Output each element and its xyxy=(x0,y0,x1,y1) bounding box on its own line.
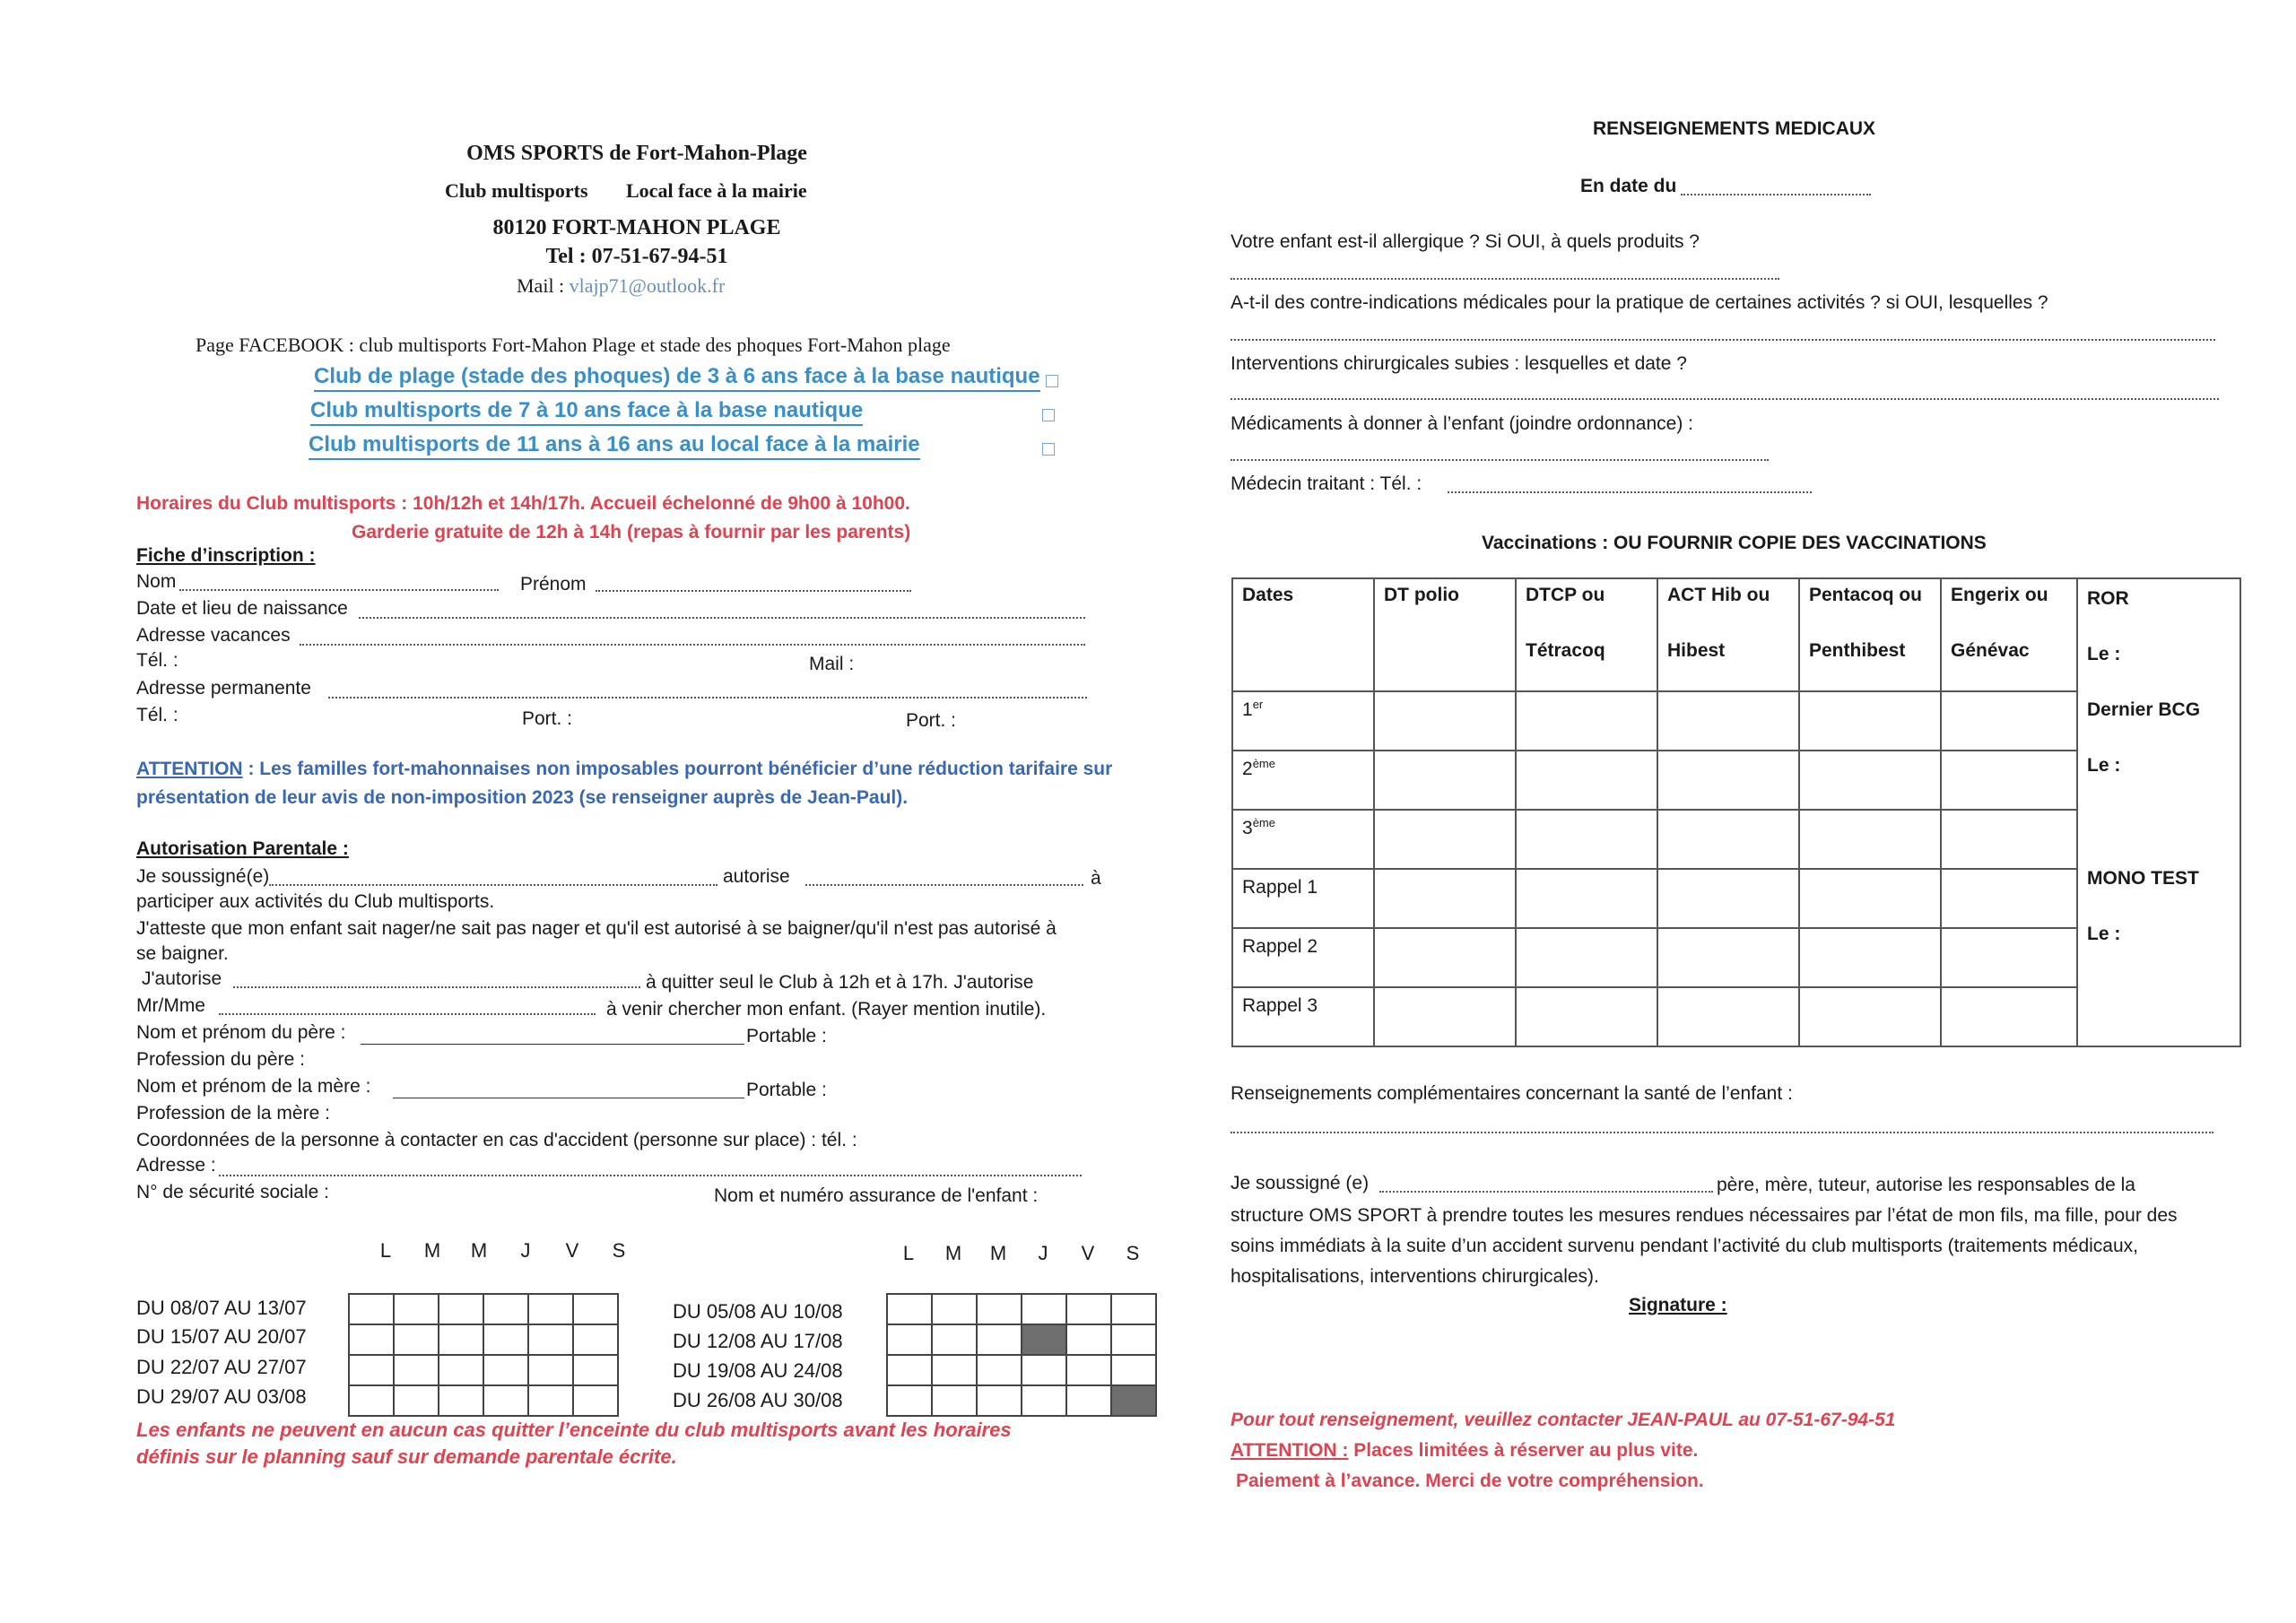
auth-line1-end: à xyxy=(1091,868,1101,889)
club-label: Club multisports xyxy=(445,179,588,202)
week-row xyxy=(349,1385,618,1416)
day-cell[interactable] xyxy=(483,1355,528,1385)
vaccine-cell[interactable] xyxy=(1799,869,1941,928)
vaccine-cell[interactable] xyxy=(1374,751,1516,810)
day-cell[interactable] xyxy=(573,1294,618,1324)
day-cell[interactable] xyxy=(349,1294,394,1324)
day-cell-closed xyxy=(1111,1385,1156,1416)
day-cell[interactable] xyxy=(439,1294,483,1324)
planning-grid-august xyxy=(886,1293,1157,1417)
emergency-contact-label: Coordonnées de la personne à contacter en cas d'accident (personne sur place) : tél. : xyxy=(136,1130,857,1150)
auth-name-field[interactable] xyxy=(269,884,718,886)
vaccine-cell[interactable] xyxy=(1657,751,1799,810)
header-engerix: Engerix ou Génévac xyxy=(1941,578,2077,691)
auth-line1-start: Je soussigné(e) xyxy=(136,866,270,887)
tel2-label: Tél. : xyxy=(136,705,178,725)
contraindication-field[interactable] xyxy=(1231,339,2215,341)
header-act-hib: ACT Hib ou Hibest xyxy=(1657,578,1799,691)
day-cell[interactable] xyxy=(1066,1355,1111,1385)
week-label: DU 19/08 AU 24/08 xyxy=(673,1359,843,1382)
day-cell[interactable] xyxy=(932,1324,977,1355)
row-label: Rappel 3 xyxy=(1232,987,1374,1046)
local-label: Local face à la mairie xyxy=(626,179,807,202)
day-cell[interactable] xyxy=(1111,1324,1156,1355)
row-label: Rappel 2 xyxy=(1232,928,1374,987)
mail-label: Mail : xyxy=(517,274,565,297)
org-title: OMS SPORTS de Fort-Mahon-Plage xyxy=(466,142,807,165)
vaccine-cell[interactable] xyxy=(1657,928,1799,987)
consent-name-field[interactable] xyxy=(1379,1191,1713,1193)
option-multisports-7-10: Club multisports de 7 à 10 ans face à la base nautique xyxy=(310,398,863,426)
day-cell[interactable] xyxy=(573,1385,618,1416)
row-label: Rappel 1 xyxy=(1232,869,1374,928)
port1-label: Port. : xyxy=(522,708,573,729)
permanent-address-label: Adresse permanente xyxy=(136,678,311,699)
contact-line: Pour tout renseignement, veuillez contacter JEAN-PAUL au 07-51-67-94-51 xyxy=(1231,1410,1896,1430)
allergy-question: Votre enfant est-il allergique ? Si OUI, à quels produits ? xyxy=(1231,231,1700,252)
surgery-field[interactable] xyxy=(1231,398,2219,400)
day-cell[interactable] xyxy=(439,1385,483,1416)
header-pentacoq: Pentacoq ou Penthibest xyxy=(1799,578,1941,691)
daycare-line: Garderie gratuite de 12h à 14h (repas à fournir par les parents) xyxy=(352,522,911,542)
vaccine-cell[interactable] xyxy=(1941,810,2077,869)
consent-line1-start: Je soussigné (e) xyxy=(1231,1173,1370,1193)
vaccine-cell[interactable] xyxy=(1941,928,2077,987)
right-attention-label: ATTENTION : xyxy=(1231,1440,1349,1461)
mother-mobile-label: Portable : xyxy=(746,1080,827,1100)
week-label: DU 22/07 AU 27/07 xyxy=(136,1356,307,1378)
row-label: 2ème xyxy=(1232,751,1374,810)
day-cell[interactable] xyxy=(887,1355,932,1385)
option-multisports-11-16-checkbox[interactable] xyxy=(1042,443,1055,456)
week-label: DU 26/08 AU 30/08 xyxy=(673,1389,843,1411)
ror-column xyxy=(2077,578,2240,1046)
vaccine-cell[interactable] xyxy=(1657,869,1799,928)
attention-label: ATTENTION xyxy=(136,759,243,779)
option-beach-club: Club de plage (stade des phoques) de 3 à 6 ans face à la base nautique xyxy=(314,364,1040,392)
days-header-right: L M M J V S xyxy=(902,1242,1140,1264)
auth-leave-field[interactable] xyxy=(233,986,640,988)
consent-line2: structure OMS SPORT à prendre toutes les mesures rendues nécessaires par l’état de mon fils, ma fille, pour des xyxy=(1231,1205,2178,1226)
date-field[interactable] xyxy=(1681,194,1871,195)
doctor-field[interactable] xyxy=(1448,491,1812,493)
option-multisports-11-16: Club multisports de 11 ans à 16 ans au local face à la mairie xyxy=(309,432,920,460)
phone-line: Tel : 07-51-67-94-51 xyxy=(545,245,728,268)
holiday-address-label: Adresse vacances xyxy=(136,625,291,646)
day-cell[interactable] xyxy=(394,1294,439,1324)
contraindication-question: A-t-il des contre-indications médicales pour la pratique de certaines activités ? si OUI, lesquelles ? xyxy=(1231,292,2048,313)
week-row xyxy=(349,1355,618,1385)
day-cell[interactable] xyxy=(887,1385,932,1416)
vaccine-cell[interactable] xyxy=(1374,869,1516,928)
vaccine-cell[interactable] xyxy=(1799,810,1941,869)
day-cell[interactable] xyxy=(439,1355,483,1385)
week-row xyxy=(887,1294,1156,1324)
vaccine-cell[interactable] xyxy=(1374,691,1516,751)
bcg-date-label: Le : xyxy=(2087,755,2121,776)
vaccine-cell[interactable] xyxy=(1516,928,1657,987)
permanent-address-field[interactable] xyxy=(328,697,1087,699)
day-cell[interactable] xyxy=(394,1385,439,1416)
option-beach-club-checkbox[interactable] xyxy=(1046,375,1058,387)
social-security-label: N° de sécurité sociale : xyxy=(136,1182,329,1202)
father-mobile-label: Portable : xyxy=(746,1026,827,1046)
auth-pickup-field[interactable] xyxy=(219,1013,596,1015)
day-cell[interactable] xyxy=(977,1294,1022,1324)
attention-line2: présentation de leur avis de non-imposition 2023 (se renseigner auprès de Jean-Paul). xyxy=(136,787,909,808)
vaccine-cell[interactable] xyxy=(1799,751,1941,810)
emergency-address-field[interactable] xyxy=(219,1175,1082,1176)
row-label: 3ème xyxy=(1232,810,1374,869)
vaccine-cell[interactable] xyxy=(1799,987,1941,1046)
planning-grid-july xyxy=(348,1293,619,1417)
warning-line2: définis sur le planning sauf sur demande parentale écrite. xyxy=(136,1445,677,1468)
vaccine-cell[interactable] xyxy=(1657,691,1799,751)
day-cell[interactable] xyxy=(977,1355,1022,1385)
mother-job-label: Profession de la mère : xyxy=(136,1103,330,1124)
port2-label: Port. : xyxy=(906,710,957,731)
limited-places-line: ATTENTION : Places limitées à réserver au plus vite. xyxy=(1231,1440,1699,1461)
prenom-field[interactable] xyxy=(596,590,911,592)
day-cell[interactable] xyxy=(1066,1324,1111,1355)
vaccine-cell[interactable] xyxy=(1516,869,1657,928)
day-cell[interactable] xyxy=(528,1385,573,1416)
vaccination-table xyxy=(1231,577,2241,1047)
surgery-question: Interventions chirurgicales subies : lesquelles et date ? xyxy=(1231,353,1687,374)
vaccine-cell[interactable] xyxy=(1516,691,1657,751)
day-cell[interactable] xyxy=(887,1294,932,1324)
day-cell[interactable] xyxy=(528,1294,573,1324)
week-label: DU 08/07 AU 13/07 xyxy=(136,1297,307,1319)
option-multisports-7-10-checkbox[interactable] xyxy=(1042,409,1055,421)
header-dates: Dates xyxy=(1232,578,1374,691)
date-label: En date du xyxy=(1580,176,1677,196)
header-dt-polio: DT polio xyxy=(1374,578,1516,691)
father-field[interactable] xyxy=(361,1044,744,1045)
week-row xyxy=(349,1324,618,1355)
days-header-left: L M M J V S xyxy=(379,1239,626,1262)
day-cell[interactable] xyxy=(1111,1355,1156,1385)
bcg-label: Dernier BCG xyxy=(2087,699,2201,720)
vaccine-cell[interactable] xyxy=(1374,987,1516,1046)
day-cell[interactable] xyxy=(349,1324,394,1355)
vaccination-header-row xyxy=(1232,578,2240,691)
holiday-address-field[interactable] xyxy=(300,644,1085,646)
warning-line1: Les enfants ne peuvent en aucun cas quitter l’enceinte du club multisports avant les horaires xyxy=(136,1419,1012,1441)
consent-line1-end: père, mère, tuteur, autorise les responsables de la xyxy=(1717,1175,2135,1195)
day-cell[interactable] xyxy=(932,1355,977,1385)
day-cell[interactable] xyxy=(573,1324,618,1355)
mono-test-date-label: Le : xyxy=(2087,924,2121,944)
day-cell[interactable] xyxy=(349,1385,394,1416)
attention-line1: ATTENTION : Les familles fort-mahonnaises non imposables pourront bénéficier d’une réduction tarifaire sur xyxy=(136,759,1113,779)
vaccine-cell[interactable] xyxy=(1516,810,1657,869)
signature-label: Signature : xyxy=(1629,1295,1727,1315)
vaccine-cell[interactable] xyxy=(1374,928,1516,987)
medication-field[interactable] xyxy=(1231,459,1769,461)
day-cell[interactable] xyxy=(1022,1294,1066,1324)
day-cell[interactable] xyxy=(528,1355,573,1385)
vaccine-cell[interactable] xyxy=(1516,987,1657,1046)
day-cell[interactable] xyxy=(1022,1355,1066,1385)
day-cell[interactable] xyxy=(932,1385,977,1416)
address-line: 80120 FORT-MAHON PLAGE xyxy=(492,216,781,239)
day-cell[interactable] xyxy=(394,1324,439,1355)
payment-line: Paiement à l’avance. Merci de votre compréhension. xyxy=(1236,1471,1704,1491)
ror-label: ROR xyxy=(2087,588,2129,609)
vaccine-cell[interactable] xyxy=(1657,987,1799,1046)
facebook-line: Page FACEBOOK : club multisports Fort-Mahon Plage et stade des phoques Fort-Mahon plage xyxy=(196,334,951,356)
day-cell[interactable] xyxy=(932,1294,977,1324)
week-label: DU 15/07 AU 20/07 xyxy=(136,1325,307,1348)
father-job-label: Profession du père : xyxy=(136,1049,305,1070)
day-cell[interactable] xyxy=(439,1324,483,1355)
father-label: Nom et prénom du père : xyxy=(136,1022,346,1043)
vaccine-cell[interactable] xyxy=(1374,810,1516,869)
week-row xyxy=(887,1355,1156,1385)
auth-line6-end: à venir chercher mon enfant. (Rayer mention inutile). xyxy=(606,999,1047,1020)
day-cell[interactable] xyxy=(1066,1385,1111,1416)
week-row xyxy=(887,1385,1156,1416)
complementary-info-field[interactable] xyxy=(1231,1132,2213,1133)
mail-link[interactable]: vlajp71@outlook.fr xyxy=(569,274,726,297)
header-dtcp: DTCP ou Tétracoq xyxy=(1516,578,1657,691)
vaccine-cell[interactable] xyxy=(1657,810,1799,869)
day-cell[interactable] xyxy=(1111,1294,1156,1324)
vaccine-cell[interactable] xyxy=(1941,987,2077,1046)
day-cell[interactable] xyxy=(1066,1294,1111,1324)
vaccine-cell[interactable] xyxy=(1941,691,2077,751)
week-label: DU 29/07 AU 03/08 xyxy=(136,1385,307,1408)
consent-line3: soins immédiats à la suite d’un accident survenu pendant l’activité du club multisports (traitements médicaux, xyxy=(1231,1236,2138,1256)
parental-auth-title: Autorisation Parentale : xyxy=(136,838,349,859)
ror-date-label: Le : xyxy=(2087,644,2121,664)
vaccine-cell[interactable] xyxy=(1799,691,1941,751)
auth-line4: se baigner. xyxy=(136,943,229,964)
day-cell[interactable] xyxy=(977,1385,1022,1416)
week-row xyxy=(887,1324,1156,1355)
prenom-label: Prénom xyxy=(520,574,587,595)
week-label: DU 05/08 AU 10/08 xyxy=(673,1300,843,1323)
week-label: DU 12/08 AU 17/08 xyxy=(673,1330,843,1352)
auth-line2: participer aux activités du Club multisports. xyxy=(136,891,495,912)
emergency-address-label: Adresse : xyxy=(136,1155,216,1176)
hours-line: Horaires du Club multisports : 10h/12h et 14h/17h. Accueil échelonné de 9h00 à 10h00. xyxy=(136,493,910,514)
medical-title: RENSEIGNEMENTS MEDICAUX xyxy=(1593,118,1876,139)
nom-label: Nom xyxy=(136,571,177,592)
insurance-label: Nom et numéro assurance de l'enfant : xyxy=(714,1185,1039,1206)
day-cell-closed xyxy=(1022,1324,1066,1355)
vaccine-cell[interactable] xyxy=(1941,869,2077,928)
day-cell[interactable] xyxy=(573,1355,618,1385)
auth-child-field[interactable] xyxy=(805,884,1083,886)
row-label: 1er xyxy=(1232,691,1374,751)
auth-line5-start: J'autorise xyxy=(142,968,222,989)
vaccine-cell[interactable] xyxy=(1516,751,1657,810)
registration-title: Fiche d’inscription : xyxy=(136,545,316,566)
mail-line xyxy=(517,274,725,298)
day-cell[interactable] xyxy=(887,1324,932,1355)
auth-line5-end: à quitter seul le Club à 12h et à 17h. J'autorise xyxy=(646,972,1034,993)
day-cell[interactable] xyxy=(349,1355,394,1385)
mono-test-label: MONO TEST xyxy=(2087,868,2199,889)
day-cell[interactable] xyxy=(483,1294,528,1324)
birth-label: Date et lieu de naissance xyxy=(136,598,348,619)
tel-label: Tél. : xyxy=(136,650,178,671)
complementary-info-label: Renseignements complémentaires concernant la santé de l’enfant : xyxy=(1231,1083,1793,1104)
nom-field[interactable] xyxy=(179,589,499,591)
week-row xyxy=(349,1294,618,1324)
allergy-field[interactable] xyxy=(1231,278,1779,280)
day-cell[interactable] xyxy=(528,1324,573,1355)
doctor-label: Médecin traitant : Tél. : xyxy=(1231,473,1422,494)
consent-line4: hospitalisations, interventions chirurgicales). xyxy=(1231,1266,1599,1287)
vaccine-cell[interactable] xyxy=(1799,928,1941,987)
vaccination-title: Vaccinations : OU FOURNIR COPIE DES VACCINATIONS xyxy=(1482,533,1987,553)
birth-field[interactable] xyxy=(359,617,1085,619)
auth-line6-start: Mr/Mme xyxy=(136,995,205,1016)
day-cell[interactable] xyxy=(1022,1385,1066,1416)
mother-label: Nom et prénom de la mère : xyxy=(136,1076,371,1097)
day-cell[interactable] xyxy=(977,1324,1022,1355)
day-cell[interactable] xyxy=(483,1324,528,1355)
medication-question: Médicaments à donner à l’enfant (joindre ordonnance) : xyxy=(1231,413,1693,434)
auth-line1-mid: autorise xyxy=(723,866,790,887)
vaccine-cell[interactable] xyxy=(1941,751,2077,810)
mail-field-label: Mail : xyxy=(809,654,855,674)
day-cell[interactable] xyxy=(483,1385,528,1416)
day-cell[interactable] xyxy=(394,1355,439,1385)
auth-line3: J'atteste que mon enfant sait nager/ne sait pas nager et qu'il est autorisé à se baigner/qu'il n'est pas autorisé à xyxy=(136,918,1057,939)
